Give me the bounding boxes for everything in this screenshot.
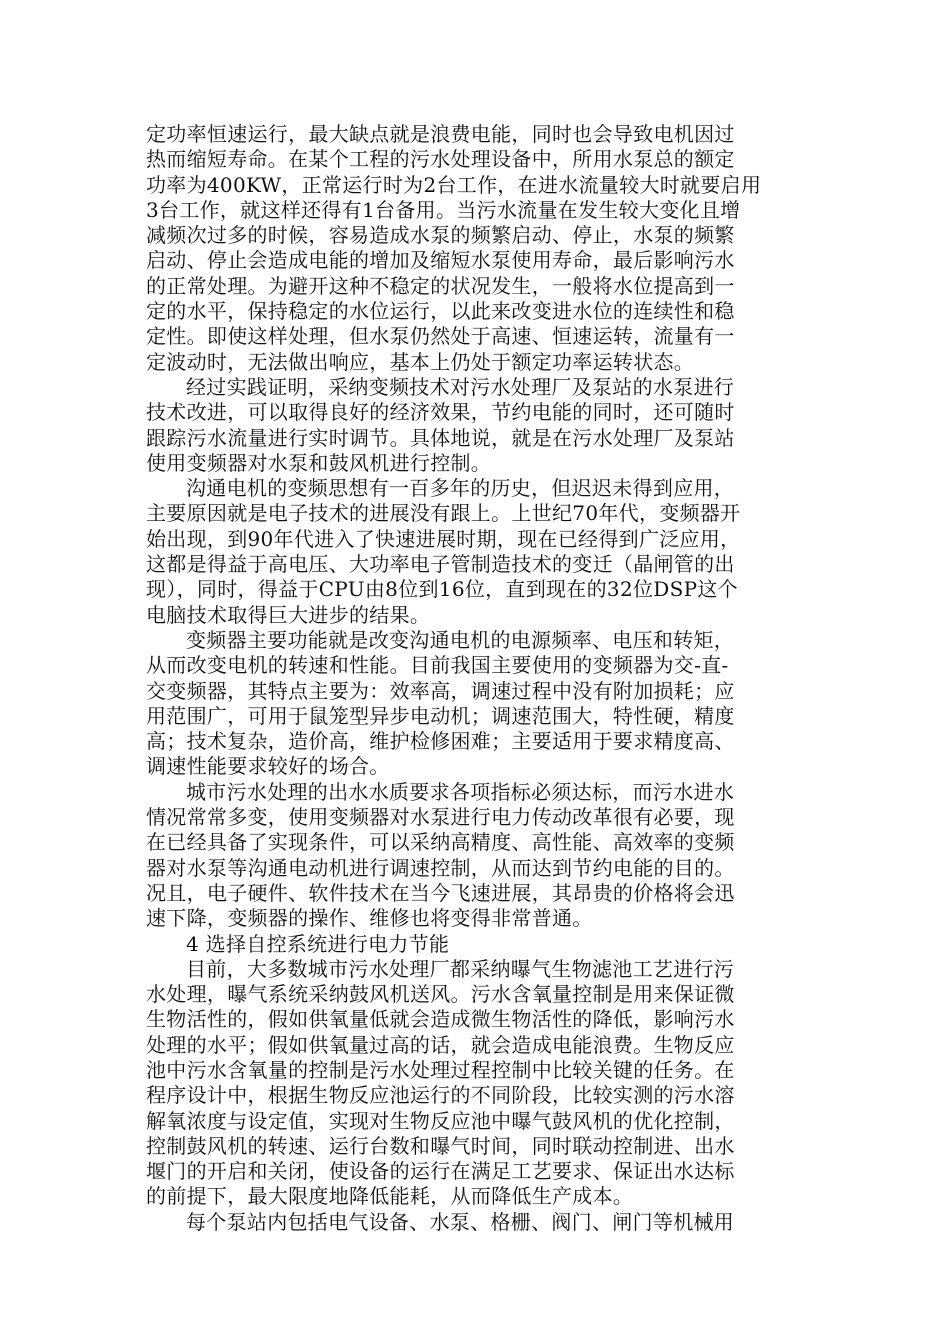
- text-line: 沟通电机的变频思想有一百多年的历史，但迟迟未得到应用，: [186, 476, 735, 501]
- text-line: 用范围广，可用于鼠笼型异步电动机；调速范围大，特性硬，精度: [146, 703, 735, 728]
- text-line: 处理的水平；假如供氧量过高的话，就会造成电能浪费。生物反应: [146, 1032, 735, 1057]
- text-line: 定的水平，保持稳定的水位运行，以此来改变进水位的连续性和稳: [146, 299, 735, 324]
- text-line: 这都是得益于高电压、大功率电子管制造技术的变迁（晶闸管的出: [146, 552, 735, 577]
- paragraph-pump-constant-speed: [146, 122, 800, 375]
- paragraph-inverter-functions: [146, 628, 800, 780]
- text-line: 4 选择自控系统进行电力节能: [186, 931, 450, 956]
- text-line: 使用变频器对水泵和鼓风机进行控制。: [146, 450, 492, 475]
- text-line: 技术改进，可以取得良好的经济效果，节约电能的同时，还可随时: [146, 400, 735, 425]
- text-line: 况且，电子硬件、软件技术在当今飞速进展，其昂贵的价格将会迅: [146, 880, 735, 905]
- text-line: 经过实践证明，采纳变频技术对污水处理厂及泵站的水泵进行: [186, 374, 735, 399]
- text-line: 始出现，到90年代进入了快速进展时期，现在已经得到广泛应用，: [146, 526, 741, 551]
- text-line: 启动、停止会造成电能的增加及缩短水泵使用寿命，最后影响污水: [146, 248, 735, 273]
- text-line: 池中污水含氧量的控制是污水处理过程控制中比较关键的任务。在: [146, 1057, 735, 1082]
- text-line: 解氧浓度与设定值，实现对生物反应池中曝气鼓风机的优化控制，: [146, 1108, 735, 1133]
- text-line: 水处理，曝气系统采纳鼓风机送风。污水含氧量控制是用来保证微: [146, 982, 735, 1007]
- text-line: 变频器主要功能就是改变沟通电机的电源频率、电压和转矩，: [186, 627, 735, 652]
- text-line: 的正常处理。为避开这种不稳定的状况发生，一般将水位提高到一: [146, 273, 735, 298]
- text-line: 跟踪污水流量进行实时调节。具体地说，就是在污水处理厂及泵站: [146, 425, 735, 450]
- text-line: 交变频器，其特点主要为：效率高，调速过程中没有附加损耗；应: [146, 678, 735, 703]
- text-line: 定波动时，无法做出响应，基本上仍处于额定功率运转状态。: [146, 349, 695, 374]
- text-line: 器对水泵等沟通电动机进行调速控制，从而达到节约电能的目的。: [146, 855, 735, 880]
- text-line: 在已经具备了实现条件，可以采纳高精度、高性能、高效率的变频: [146, 830, 735, 855]
- text-line: 从而改变电机的转速和性能。目前我国主要使用的变频器为交-直-: [146, 653, 729, 678]
- text-line: 的前提下，最大限度地降低能耗，从而降低生产成本。: [146, 1184, 634, 1209]
- text-line: 功率为400KW，正常运行时为2台工作，在进水流量较大时就要启用: [146, 172, 762, 197]
- paragraph-pump-station: [146, 1210, 800, 1235]
- text-line: 情况常常多变，使用变频器对水泵进行电力传动改革很有必要，现: [146, 805, 735, 830]
- text-line: 定功率恒速运行，最大缺点就是浪费电能，同时也会导致电机因过: [146, 122, 735, 146]
- text-line: 调速性能要求较好的场合。: [146, 754, 390, 779]
- text-line: 每个泵站内包括电气设备、水泵、格栅、阀门、闸门等机械用: [186, 1209, 735, 1234]
- text-line: 电脑技术取得巨大进步的结果。: [146, 602, 431, 627]
- text-line: 控制鼓风机的转速、运行台数和曝气时间，同时联动控制进、出水: [146, 1133, 735, 1158]
- document-page: [146, 122, 800, 1235]
- text-line: 热而缩短寿命。在某个工程的污水处理设备中，所用水泵总的额定: [146, 147, 735, 172]
- text-line: 程序设计中，根据生物反应池运行的不同阶段，比较实测的污水溶: [146, 1083, 735, 1108]
- text-line: 主要原因就是电子技术的进展没有跟上。上世纪70年代，变频器开: [146, 501, 741, 526]
- paragraph-aeration-control: [146, 957, 800, 1210]
- text-line: 现），同时，得益于CPU由8位到16位，直到现在的32位DSP这个: [146, 577, 738, 602]
- text-line: 速下降，变频器的操作、维修也将变得非常普通。: [146, 906, 593, 931]
- text-line: 目前，大多数城市污水处理厂都采纳曝气生物滤池工艺进行污: [186, 956, 735, 981]
- text-line: 生物活性的，假如供氧量低就会造成微生物活性的降低，影响污水: [146, 1007, 735, 1032]
- text-line: 减频次过多的时候，容易造成水泵的频繁启动、停止，水泵的频繁: [146, 223, 735, 248]
- text-line: 城市污水处理的出水水质要求各项指标必须达标，而污水进水: [186, 779, 735, 804]
- text-line: 定性。即使这样处理，但水泵仍然处于高速、恒速运转，流量有一: [146, 324, 735, 349]
- paragraph-frequency-history: [146, 476, 800, 628]
- section-heading-4: [146, 932, 800, 957]
- text-line: 高；技术复杂，造价高，维护检修困难；主要适用于要求精度高、: [146, 729, 735, 754]
- paragraph-urban-sewage: [146, 780, 800, 932]
- text-line: 3台工作，就这样还得有1台备用。当污水流量在发生较大变化且增: [146, 197, 741, 222]
- paragraph-frequency-conversion-practice: [146, 375, 800, 476]
- text-line: 堰门的开启和关闭，使设备的运行在满足工艺要求、保证出水达标: [146, 1159, 735, 1184]
